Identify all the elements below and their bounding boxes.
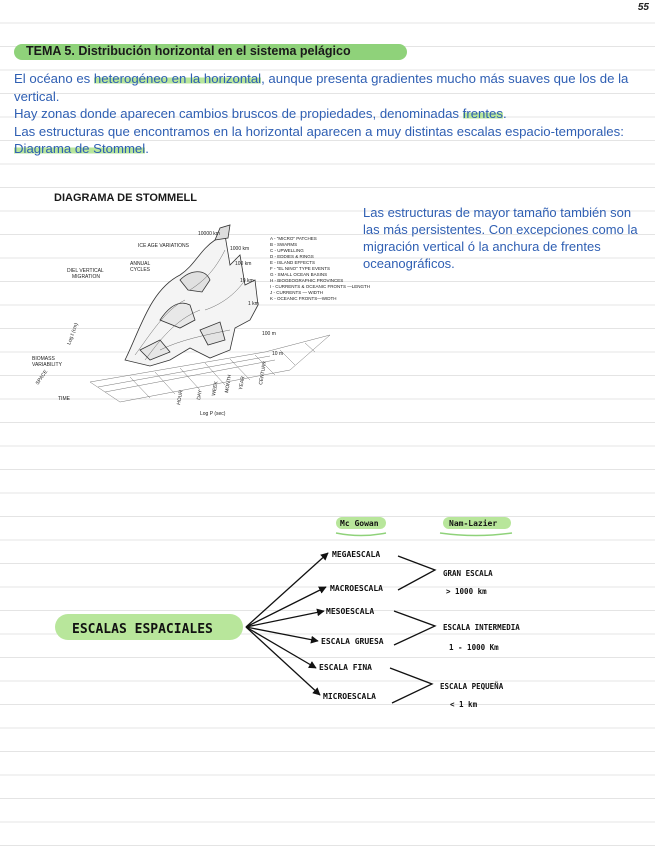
right-scales (440, 569, 520, 709)
scale-intermedia-range: 1 - 1000 Km (449, 643, 499, 652)
diagram-title: DIAGRAMA DE STOMMELL (54, 192, 197, 204)
legend-b: B - SWARMS (270, 242, 298, 247)
label-10000km: 10000 km (198, 231, 220, 237)
intro-p1-b: , aunque presenta gradientes mucho más suaves que los de la vertical. (14, 71, 629, 104)
legend-h: H - BIOGEOGRAPHIC PROVINCES (270, 278, 344, 283)
intro-p3-a: Las estructuras que encontramos en la horizontal aparecen a muy distintas escalas espacio-temporales: (14, 123, 624, 139)
scale-intermedia: ESCALA INTERMEDIA (443, 623, 520, 632)
legend-j: J - CURRENTS — WIDTH (270, 290, 323, 295)
scale-megaescala: MEGAESCALA (332, 550, 381, 559)
scales-scheme (0, 500, 655, 720)
legend-f: F - "EL NINO" TYPE EVENTS (270, 266, 330, 271)
label-diel-1: DIEL VERTICAL (67, 268, 104, 274)
intro-paragraph-1 (14, 70, 644, 105)
label-10km: 10 km (240, 278, 254, 284)
stommel-diagram (30, 210, 371, 425)
highlight-stommel: Diagrama de Stommel (14, 141, 146, 157)
legend-g: G - SMALL OCEAN BASINS (270, 272, 328, 277)
label-1km: 1 km (248, 301, 259, 307)
label-century: CENTURY (258, 360, 269, 386)
branch-arrows (246, 553, 328, 695)
authors (340, 518, 497, 528)
label-year: YEAR (238, 375, 247, 391)
legend-a: A - "MICRO" PATCHES (270, 236, 317, 241)
label-diel-2: MIGRATION (72, 274, 100, 280)
intro-p2-b: . (503, 106, 507, 122)
scale-gran-range: > 1000 km (446, 587, 487, 596)
scale-gran: GRAN ESCALA (443, 569, 493, 578)
main-label: ESCALAS ESPACIALES (72, 622, 213, 637)
intro-paragraph-3 (14, 123, 644, 158)
label-month: MONTH (224, 374, 234, 394)
legend-c: C - UPWELLING (270, 248, 304, 253)
page-number: 55 (637, 2, 649, 13)
label-ice: ICE AGE VARIATIONS (138, 243, 189, 249)
legend-e: E - ISLAND EFFECTS (270, 260, 316, 265)
scale-microescala: MICROESCALA (323, 692, 376, 701)
label-day: DAY (196, 389, 204, 401)
legend-d: D - EDDIES & RINGS (270, 254, 314, 259)
scale-gruesa: ESCALA GRUESA (321, 637, 384, 646)
author-nam-lazier: Nam-Lazier (449, 519, 498, 528)
scale-pequena: ESCALA PEQUEÑA (440, 682, 504, 691)
author-mcgowan: Mc Gowan (340, 519, 379, 528)
label-time: TIME (58, 396, 70, 402)
legend-k: K - OCEANIC FRONTS—WIDTH (270, 296, 337, 301)
label-annual: ANNUAL (130, 261, 151, 267)
scale-macroescala: MACROESCALA (330, 584, 383, 593)
label-week: WEEK (211, 380, 220, 397)
side-text: Las estructuras de mayor tamaño también son las más persistentes. Con excepciones como la migración vertical ó la anchura de frentes oceanográficos. (363, 205, 638, 271)
scale-pequena-range: < 1 km (450, 700, 478, 709)
brace-mcgowan (336, 533, 386, 536)
intro-p2-a: Hay zonas donde aparecen cambios bruscos de propiedades, denominadas (14, 106, 463, 122)
scale-fina: ESCALA FINA (319, 663, 372, 672)
legend-i: I - CURRENTS & OCEANIC FRONTS —LENGTH (270, 284, 371, 289)
label-cycles: CYCLES (130, 267, 151, 273)
label-100km: 100 km (235, 261, 252, 267)
scale-mesoescala: MESOESCALA (326, 607, 375, 616)
group-brackets (390, 556, 435, 703)
intro-text (14, 70, 644, 158)
label-hour: HOUR (176, 389, 185, 406)
label-log-l: Log ℓ (cm) (66, 322, 80, 346)
label-10m: 10 m (272, 351, 284, 357)
intro-p3-b: . (145, 141, 149, 157)
highlight-frentes: frentes (462, 106, 503, 122)
label-100m: 100 m (262, 331, 276, 337)
label-biomass-2: VARIABILITY (32, 362, 62, 368)
label-1000km: 1000 km (230, 246, 250, 252)
diagram-legend (270, 236, 370, 301)
page-title: TEMA 5. Distribución horizontal en el sistema pelágico (26, 44, 351, 58)
label-space: SPACE (34, 369, 50, 387)
intro-paragraph-2 (14, 105, 644, 123)
highlight-heterogeneo: heterogéneo en la horizontal (93, 71, 262, 86)
left-scales (319, 550, 384, 701)
brace-nam (440, 533, 512, 536)
label-biomass-1: BIOMASS (32, 356, 55, 362)
label-log-p: Log P (sec) (200, 411, 226, 417)
intro-p1-a: El océano es (14, 71, 94, 86)
